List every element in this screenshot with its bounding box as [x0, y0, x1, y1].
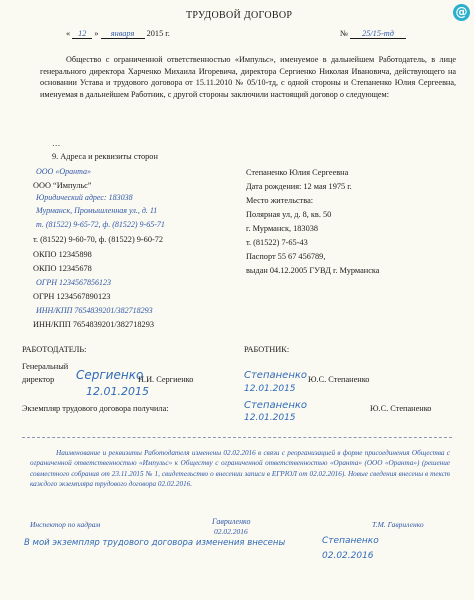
employee-passport-issued: выдан 04.12.2005 ГУВД г. Мурманска — [246, 266, 380, 275]
intro-paragraph: Общество с ограниченной ответственностью «Импульс», именуемое в дальнейшем Работодатель, в лице генерального директора Харченко Михаила Игоревича, директора Сергиенко Николая Ивановича, действующего на основании Устава и трудового договора от 15.11.2010 № 05/10-тд, с одной стороны и Степаненко Юлия Сергеевна, именуемая в дальнейшем Работник, с другой стороны заключили настоящий договор о следующем: — [40, 55, 456, 99]
director-signature: Сергиенко — [76, 368, 144, 382]
date-month: января — [101, 29, 145, 39]
employee-city: г. Мурманск, 183038 — [246, 224, 319, 233]
date-quote-close: » — [94, 29, 99, 38]
employee-note: В мой экземпляр трудового договора изменения внесены — [24, 538, 286, 548]
contract-date — [66, 28, 170, 39]
inspector-date: 02.02.2016 — [214, 527, 248, 536]
employer-name: ООО “Импульс” — [33, 181, 92, 190]
inspector-name: Т.М. Гавриленко — [372, 520, 424, 529]
date-year: 2015 г. — [146, 29, 170, 38]
copy-name: Ю.С. Степаненко — [370, 404, 432, 413]
employee-sign-name: Ю.С. Степаненко — [308, 375, 370, 384]
employer-new-name: ООО «Оранта» — [36, 167, 91, 176]
employee-note-signature: Степаненко — [322, 536, 379, 546]
employer-new-phones: т. (81522) 9-65-72, ф. (81522) 9-65-71 — [36, 220, 165, 229]
employee-residence-label: Место жительства: — [246, 196, 314, 205]
number-value: 25/15-тд — [350, 29, 406, 39]
employee-street: Полярная ул, д. 8, кв. 50 — [246, 210, 332, 219]
number-sign: № — [340, 29, 348, 38]
employer-ogrn-new: ОГРН 1234567856123 — [36, 278, 111, 287]
employer-new-address: Юридический адрес: 183038 — [36, 193, 133, 202]
copy-received-label: Экземпляр трудового договора получила: — [22, 404, 169, 413]
employer-label: РАБОТОДАТЕЛЬ: — [22, 345, 87, 354]
employee-label: РАБОТНИК: — [244, 345, 290, 354]
section-title: 9. Адреса и реквизиты сторон — [52, 152, 158, 161]
employer-ogrn: ОГРН 1234567890123 — [33, 292, 111, 301]
note-separator — [22, 437, 452, 438]
employee-birth: Дата рождения: 12 мая 1975 г. — [246, 182, 352, 191]
general-label: Генеральный — [22, 362, 69, 371]
ellipsis: … — [52, 139, 61, 148]
employer-new-street: Мурманск, Промышленная ул., д. 11 — [36, 206, 158, 215]
at-sign-icon: @ — [453, 4, 470, 21]
change-note: Наименование и реквизиты Работодателя изменены 02.02.2016 в связи с реорганизацией в форме присоединения Общества с ограниченной ответственностью «Импульс» к Обществу с ограниченной ответственностью «Оранта» (ООО «Оранта») (решение совместного собрания от 23.11.2015 № 1, свидетельство о внесении записи в ЕГРЮЛ от 02.02.2016). Новые сведения внесены в текст каждого экземпляра трудового договора 02.02.2016. — [30, 449, 450, 488]
employee-signature: Степаненко — [244, 370, 308, 381]
date-quote-open: « — [66, 29, 71, 38]
employee-note-date: 02.02.2016 — [322, 551, 374, 561]
document-title: ТРУДОВОЙ ДОГОВОР — [186, 10, 293, 21]
employer-phones: т. (81522) 9-60-70, ф. (81522) 9-60-72 — [33, 235, 164, 244]
employee-sign-date: 12.01.2015 — [244, 384, 296, 394]
employee-phone: т. (81522) 7-65-43 — [246, 238, 308, 247]
employer-okpo-new: ОКПО 12345898 — [33, 250, 92, 259]
employer-okpo: ОКПО 12345678 — [33, 264, 92, 273]
copy-signature: Степаненко — [244, 400, 308, 411]
employee-passport: Паспорт 55 67 456789, — [246, 252, 326, 261]
copy-sign-date: 12.01.2015 — [244, 413, 296, 423]
director-sign-date: 12.01.2015 — [86, 385, 149, 398]
director-name: Н.И. Сергиенко — [138, 375, 194, 384]
employer-inn: ИНН/КПП 7654839201/382718293 — [33, 320, 154, 329]
contract-number — [340, 28, 406, 39]
director-label: директор — [22, 375, 55, 384]
inspector-label: Инспектор по кадрам — [30, 520, 101, 529]
date-day: 12 — [72, 29, 92, 39]
employer-inn-new: ИНН/КПП 7654839201/382718293 — [36, 306, 153, 315]
employee-name: Степаненко Юлия Сергеевна — [246, 168, 349, 177]
inspector-signature: Гавриленко — [212, 517, 251, 526]
